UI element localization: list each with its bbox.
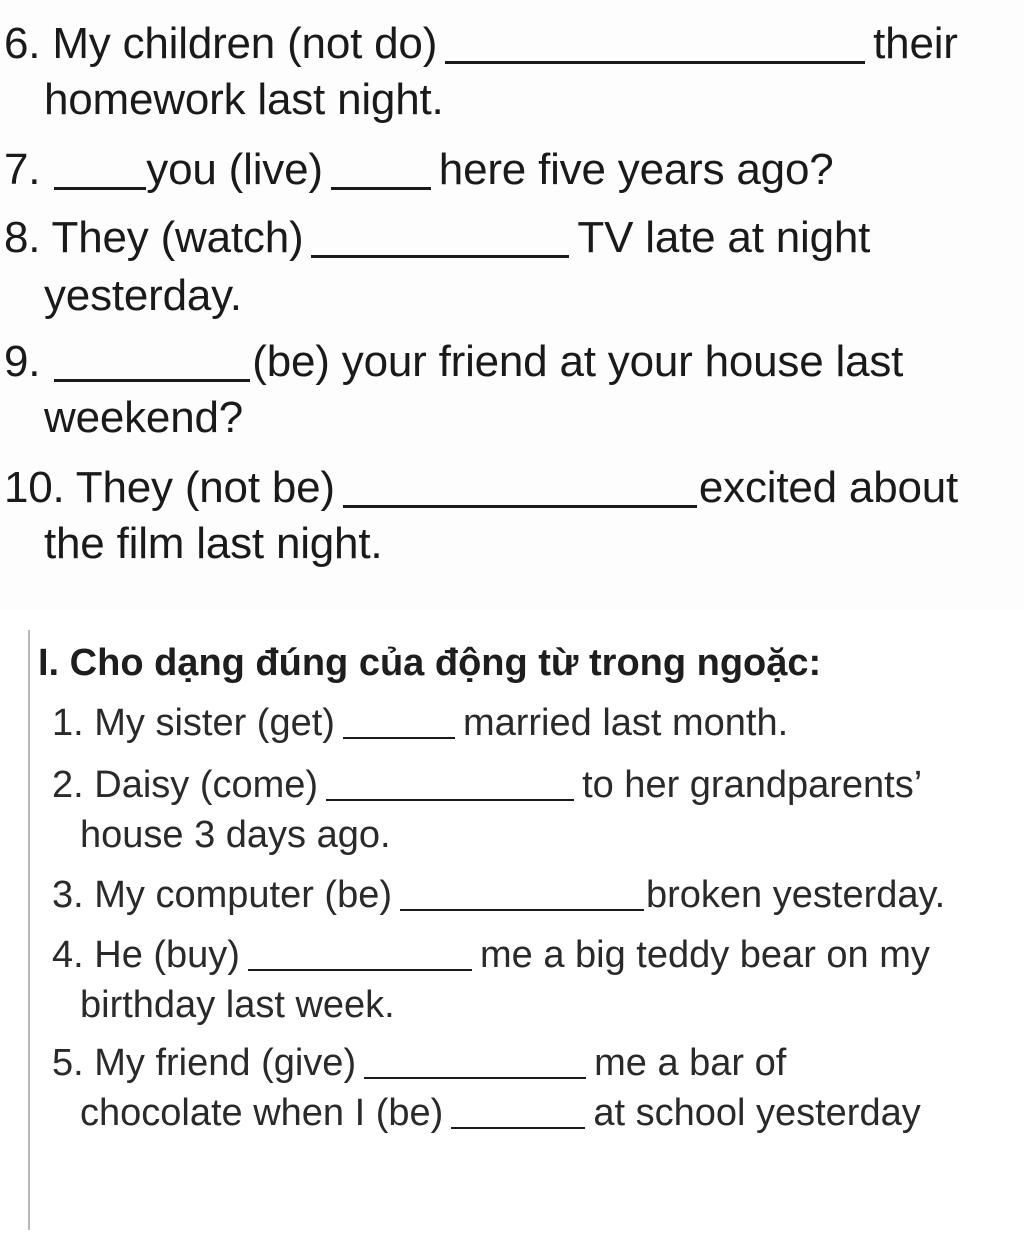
q8-after-text: TV late at night: [577, 213, 871, 262]
s-q1-answer-blank[interactable]: [343, 703, 455, 739]
q8-prompt: 8. They (watch): [4, 213, 304, 262]
s-q5-line2-prompt: chocolate when I (be): [80, 1092, 444, 1134]
s-q1-prompt: 1. My sister (get): [52, 702, 335, 744]
q6-line-2: homework last night.: [44, 75, 444, 124]
q7-after-text: here five years ago?: [438, 145, 834, 194]
q6-answer-blank[interactable]: [445, 21, 865, 64]
q10-after-text: excited about: [698, 463, 959, 512]
s-q2-line-1: [52, 762, 922, 808]
q9-line-2: weekend?: [44, 393, 243, 442]
q7-answer-blank-1[interactable]: [54, 147, 146, 190]
upper-exercise: [0, 0, 1024, 610]
q6-line-1: [4, 18, 958, 70]
q9-line-1: [4, 336, 903, 388]
s-q2-prompt: 2. Daisy (come): [52, 764, 319, 806]
lower-exercise: [0, 610, 1024, 1234]
s-q5-answer-blank-2[interactable]: [451, 1093, 585, 1129]
left-margin-rule: [28, 630, 30, 1230]
q9-number: 9.: [4, 337, 41, 386]
s-q3-after-text: broken yesterday.: [646, 874, 946, 916]
s-q4-prompt: 4. He (buy): [52, 934, 240, 976]
q10-prompt: 10. They (not be): [4, 463, 335, 512]
s-q2-answer-blank[interactable]: [326, 765, 574, 801]
s-q2-after-text: to her grandparents’: [582, 764, 923, 806]
s-q4-line-1: [52, 932, 930, 978]
q9-after-text: (be) your friend at your house last: [252, 337, 904, 386]
s-q4-line-2: birthday last week.: [80, 984, 395, 1026]
s-q3-prompt: 3. My computer (be): [52, 874, 392, 916]
s-q5-line2-after-text: at school yesterday: [593, 1092, 921, 1134]
s-q5-line-2: [80, 1090, 921, 1136]
q10-line-1: [4, 462, 958, 514]
s-q1-line: [52, 700, 788, 746]
q9-answer-blank[interactable]: [54, 339, 250, 382]
q8-line-1: [4, 212, 870, 264]
q7-answer-blank-2[interactable]: [331, 147, 431, 190]
q8-line-2: yesterday.: [44, 271, 242, 320]
q10-answer-blank[interactable]: [343, 465, 697, 508]
s-q1-after-text: married last month.: [462, 702, 789, 744]
s-q5-answer-blank-1[interactable]: [364, 1043, 586, 1079]
s-q5-after-text: me a bar of: [594, 1042, 787, 1084]
q7-line: [4, 144, 833, 196]
s-q3-line: [52, 872, 945, 918]
q7-mid-text: you (live): [146, 145, 323, 194]
q7-number: 7.: [4, 145, 41, 194]
q6-prompt: 6. My children (not do): [4, 19, 438, 68]
s-q4-answer-blank[interactable]: [248, 935, 472, 971]
q8-answer-blank[interactable]: [311, 215, 569, 258]
q6-after-text: their: [873, 19, 958, 68]
section-heading: I. Cho dạng đúng của động từ trong ngoặc:: [38, 642, 822, 684]
s-q3-answer-blank[interactable]: [400, 875, 644, 911]
s-q4-after-text: me a big teddy bear on my: [479, 934, 930, 976]
s-q5-prompt: 5. My friend (give): [52, 1042, 357, 1084]
s-q2-line-2: house 3 days ago.: [80, 814, 391, 856]
q10-line-2: the film last night.: [44, 519, 383, 568]
s-q5-line-1: [52, 1040, 786, 1086]
